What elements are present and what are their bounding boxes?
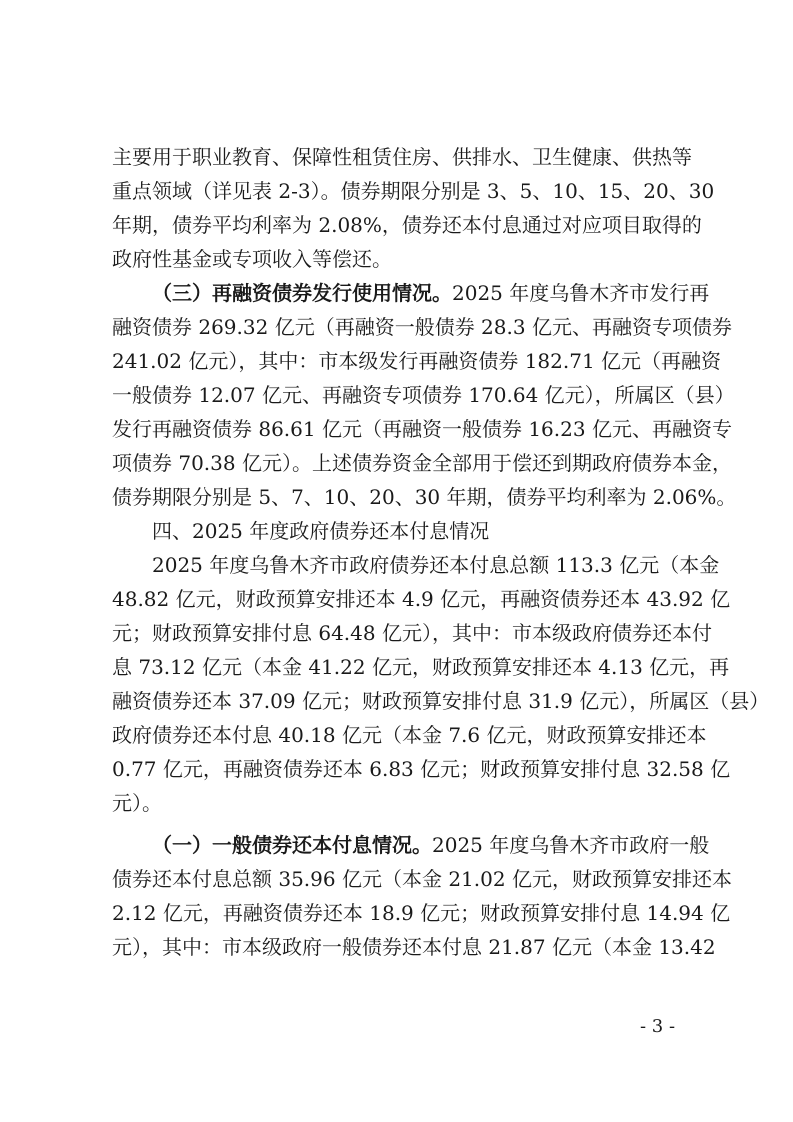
subsection-heading: （一）一般债券还本付息情况。 (152, 833, 432, 857)
body-text-line: 重点领域（详见表 2-3）。债券期限分别是 3、5、10、15、20、30 (112, 179, 715, 203)
body-text-line: 债券还本付息总额 35.96 亿元（本金 21.02 亿元，财政预算安排还本 (112, 867, 732, 891)
body-text-line: 元；财政预算安排付息 64.48 亿元），其中：市本级政府债券还本付 (112, 621, 712, 645)
body-text-line: 项债券 70.38 亿元）。上述债券资金全部用于偿还到期政府债券本金， (112, 451, 732, 475)
body-text-line: 政府性基金或专项收入等偿还。 (112, 247, 392, 271)
paragraph-first-line (152, 830, 710, 860)
body-text-line: 0.77 亿元，再融资债券还本 6.83 亿元；财政预算安排付息 32.58 亿 (112, 757, 731, 781)
body-text-line: 一般债券 12.07 亿元、再融资专项债券 170.64 亿元），所属区（县） (112, 383, 735, 407)
body-text: 2025 年度乌鲁木齐市发行再 (452, 281, 710, 305)
body-text-line: 发行再融资债券 86.61 亿元（再融资一般债券 16.23 亿元、再融资专 (112, 417, 732, 441)
body-text-line: 2.12 亿元，再融资债券还本 18.9 亿元；财政预算安排付息 14.94 亿 (112, 901, 731, 925)
body-text-line: 年期，债券平均利率为 2.08%，债券还本付息通过对应项目取得的 (112, 213, 702, 237)
subsection-heading: （三）再融资债券发行使用情况。 (152, 281, 452, 305)
page-number: - 3 - (640, 1016, 676, 1037)
body-text-line: 元）。 (112, 791, 162, 815)
body-text-line: 241.02 亿元），其中：市本级发行再融资债券 182.71 亿元（再融资 (112, 349, 722, 373)
body-text-line: 息 73.12 亿元（本金 41.22 亿元，财政预算安排还本 4.13 亿元，再 (112, 655, 730, 679)
body-text-line: 元），其中：市本级政府一般债券还本付息 21.87 亿元（本金 13.42 (112, 935, 716, 959)
body-text-line: 主要用于职业教育、保障性租赁住房、供排水、卫生健康、供热等 (112, 145, 692, 169)
paragraph-first-line (152, 278, 710, 308)
body-text-line: 债券期限分别是 5、7、10、20、30 年期，债券平均利率为 2.06%。 (112, 485, 737, 509)
body-text-line: 融资债券 269.32 亿元（再融资一般债券 28.3 亿元、再融资专项债券 (112, 315, 732, 339)
paragraph-first-line: 2025 年度乌鲁木齐市政府债券还本付息总额 113.3 亿元（本金 (152, 553, 720, 577)
section-heading: 四、2025 年度政府债券还本付息情况 (152, 519, 490, 543)
body-text-line: 48.82 亿元，财政预算安排还本 4.9 亿元，再融资债券还本 43.92 亿 (112, 587, 731, 611)
body-text: 2025 年度乌鲁木齐市政府一般 (432, 833, 710, 857)
body-text-line: 融资债券还本 37.09 亿元；财政预算安排付息 31.9 亿元），所属区（县） (112, 689, 770, 713)
body-text-line: 政府债券还本付息 40.18 亿元（本金 7.6 亿元，财政预算安排还本 (112, 723, 707, 747)
